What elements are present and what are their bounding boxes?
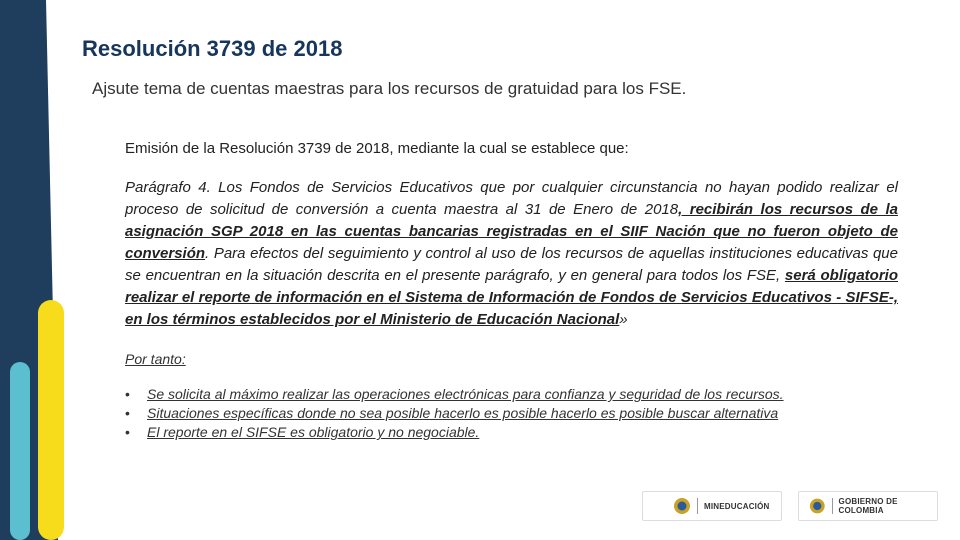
yellow-bar xyxy=(38,300,64,540)
intro-text: Emisión de la Resolución 3739 de 2018, mediante la cual se establece que: xyxy=(125,140,629,157)
para-text-3: » xyxy=(619,311,628,328)
bullet-text: Situaciones específicas donde no sea posible hacerlo es posible hacerlo es posible buscar alternativa xyxy=(147,405,779,421)
paragraph-4 xyxy=(125,177,898,331)
teal-bar xyxy=(10,362,30,540)
page-title: Resolución 3739 de 2018 xyxy=(82,36,343,61)
mineducacion-text: MINEDUCACIÓN xyxy=(704,501,770,511)
list-item xyxy=(125,404,898,423)
por-tanto-label: Por tanto: xyxy=(125,351,186,367)
subtitle: Ajsute tema de cuentas maestras para los recursos de gratuidad para los FSE. xyxy=(92,79,687,98)
gobierno-text: GOBIERNO DE COLOMBIA xyxy=(838,497,898,515)
gobierno-logo xyxy=(798,491,938,521)
bullet-icon: • xyxy=(125,405,130,421)
bullet-icon: • xyxy=(125,424,130,440)
list-item xyxy=(125,423,898,442)
bullet-icon: • xyxy=(125,386,130,402)
para-text-2: . Para efectos del seguimiento y control al uso de los recursos de aquellas instituciones educativas que se encuentran en la situación descrita en el presente parágrafo, y en general para todos los FSE, xyxy=(125,245,898,284)
mineducacion-logo xyxy=(642,491,782,521)
para-bold-2: será obligatorio realizar el reporte de información en el Sistema de Información de Fondos de Servicios Educativos - SIFSE-, en los términos establecidos por el Ministerio de Educación Nacional xyxy=(125,267,898,328)
para-text-1: Parágrafo 4. Los Fondos de Servicios Educativos que por cualquier circunstancia no hayan podido realizar el proceso de solicitud de conversión a cuenta maestra al 31 de Enero de 2018 xyxy=(125,179,898,218)
list-item xyxy=(125,385,898,404)
coat-of-arms-icon xyxy=(673,497,691,515)
decorative-stripes xyxy=(0,0,100,540)
coat-of-arms-icon xyxy=(809,497,826,515)
logo-divider xyxy=(832,498,833,514)
logo-divider xyxy=(697,498,698,514)
bullet-text: Se solicita al máximo realizar las operaciones electrónicas para confianza y seguridad de los recursos. xyxy=(147,386,784,402)
para-bold-1: , recibirán los recursos de la asignación SGP 2018 en las cuentas bancarias registradas en el SIIF Nación que no fueron objeto de conversión xyxy=(125,201,898,262)
bullet-list xyxy=(125,385,898,442)
bullet-text: El reporte en el SIFSE es obligatorio y no negociable. xyxy=(147,424,480,440)
main-content xyxy=(125,140,898,442)
